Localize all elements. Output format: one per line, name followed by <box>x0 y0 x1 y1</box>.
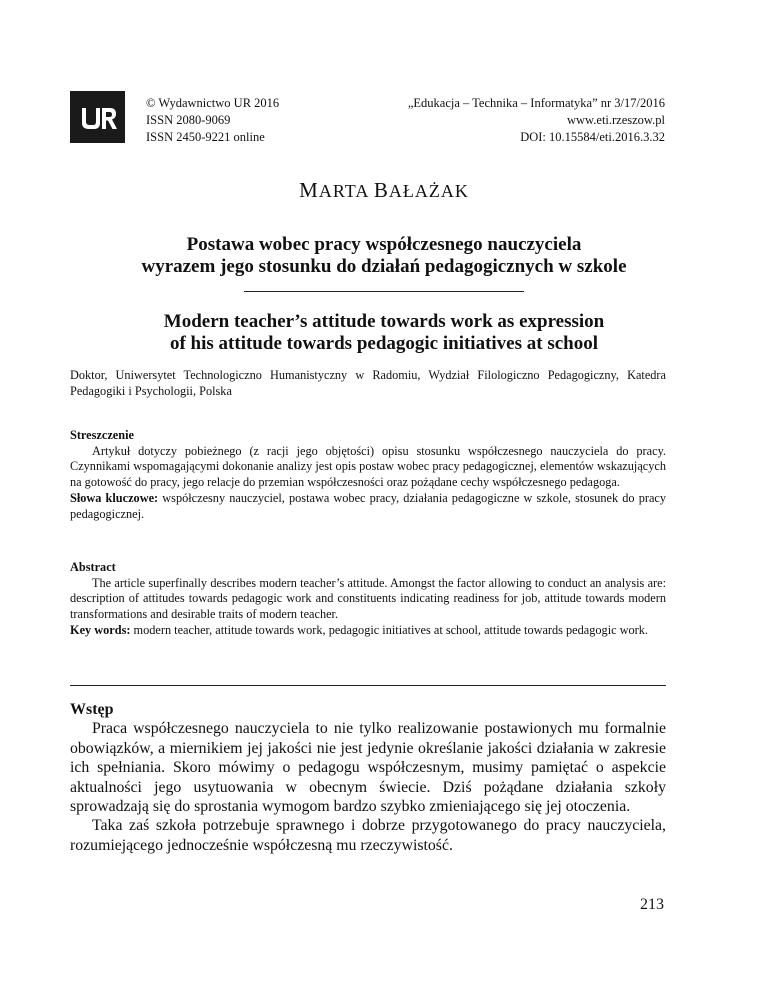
title-divider <box>244 291 524 292</box>
ur-logo-icon <box>70 91 125 143</box>
abstract-section <box>70 560 666 639</box>
section-divider <box>70 685 666 686</box>
issn-online: ISSN 2450-9221 online <box>146 130 265 144</box>
title-english <box>60 311 708 355</box>
english-keywords <box>70 623 666 639</box>
journal-info <box>408 95 665 146</box>
author-name <box>0 178 768 203</box>
polish-keywords <box>70 491 666 522</box>
title-polish-line2: wyrazem jego stosunku do działań pedagogicznych w szkole <box>141 256 627 277</box>
publisher-line: © Wydawnictwo UR 2016 <box>146 96 280 110</box>
author-last-rest: AŁAŻAK <box>388 181 469 201</box>
page-number: 213 <box>640 896 664 913</box>
author-first-rest: ARTA <box>318 181 369 201</box>
streszczenie-text: Artykuł dotyczy pobieżnego (z racji jego objętości) opisu stosunku współczesnego nauczyciela do pracy. Czynnikami wspomagającymi dokonanie analizy jest opis postaw wobec pracy pedagogicznej, elementów wskazujących na gotowość do pracy, jego relacje do przemian współczesności oraz pożądane cechy współczesnego pedagoga. <box>70 443 666 489</box>
issn-print: ISSN 2080-9069 <box>146 113 231 127</box>
polish-keywords-label: Słowa kluczowe: <box>70 491 159 506</box>
english-keywords-label: Key words: <box>70 623 131 638</box>
publication-info <box>146 95 279 146</box>
title-polish <box>60 234 708 278</box>
main-body <box>70 700 666 855</box>
author-last-initial: B <box>373 178 389 202</box>
streszczenie-section <box>70 428 666 523</box>
streszczenie-heading: Streszczenie <box>70 428 134 442</box>
body-paragraph-1: Praca współczesnego nauczyciela to nie tylko realizowanie postawionych mu formalnie obowiązków, a miernikiem jej jakości nie jest jedynie określanie jakości działania w zakresie ich spełniania. Skoro mówimy o pedagogu współczesnym, musimy pamiętać o aspekcie aktualności jego usytuowania w obecnym świecie. Dziś pożądane działania szkoły sprowadzają się do sprostania wymogom bardzo szybko zmieniającego się jej otoczenia. <box>70 720 666 816</box>
affiliation: Doktor, Uniwersytet Technologiczno Humanistyczny w Radomiu, Wydział Filologiczno Pedagogiczny, Katedra Pedagogiki i Psychologii, Polska <box>70 368 666 398</box>
section-heading: Wstęp <box>70 701 114 718</box>
title-polish-line1: Postawa wobec pracy współczesnego nauczyciela <box>186 234 582 255</box>
polish-keywords-text: współczesny nauczyciel, postawa wobec pracy, działania pedagogiczne w szkole, stosunek do pracy pedagogicznej. <box>70 491 667 521</box>
journal-name: „Edukacja – Technika – Informatyka” nr 3/17/2016 <box>407 96 665 110</box>
english-keywords-text: modern teacher, attitude towards work, pedagogic initiatives at school, attitude towards pedagogic work. <box>130 623 648 638</box>
title-english-line1: Modern teacher’s attitude towards work as expression <box>163 311 605 332</box>
website-link[interactable]: www.eti.rzeszow.pl <box>567 113 665 127</box>
doi-link[interactable]: DOI: 10.15584/eti.2016.3.32 <box>520 130 665 144</box>
abstract-heading: Abstract <box>70 560 116 574</box>
abstract-text: The article superfinally describes modern teacher’s attitude. Amongst the factor allowing to conduct an analysis are: description of attitudes towards pedagogic work and constituents indicating readiness for job, attitude towards modern transformations and desirable traits of modern teacher. <box>70 575 666 621</box>
title-english-line2: of his attitude towards pedagogic initiatives at school <box>169 333 599 354</box>
author-first-initial: M <box>299 178 319 202</box>
body-paragraph-2: Taka zaś szkoła potrzebuje sprawnego i dobrze przygotowanego do pracy nauczyciela, rozumiejącego jednocześnie współczesną mu rzeczywistość. <box>70 817 666 854</box>
